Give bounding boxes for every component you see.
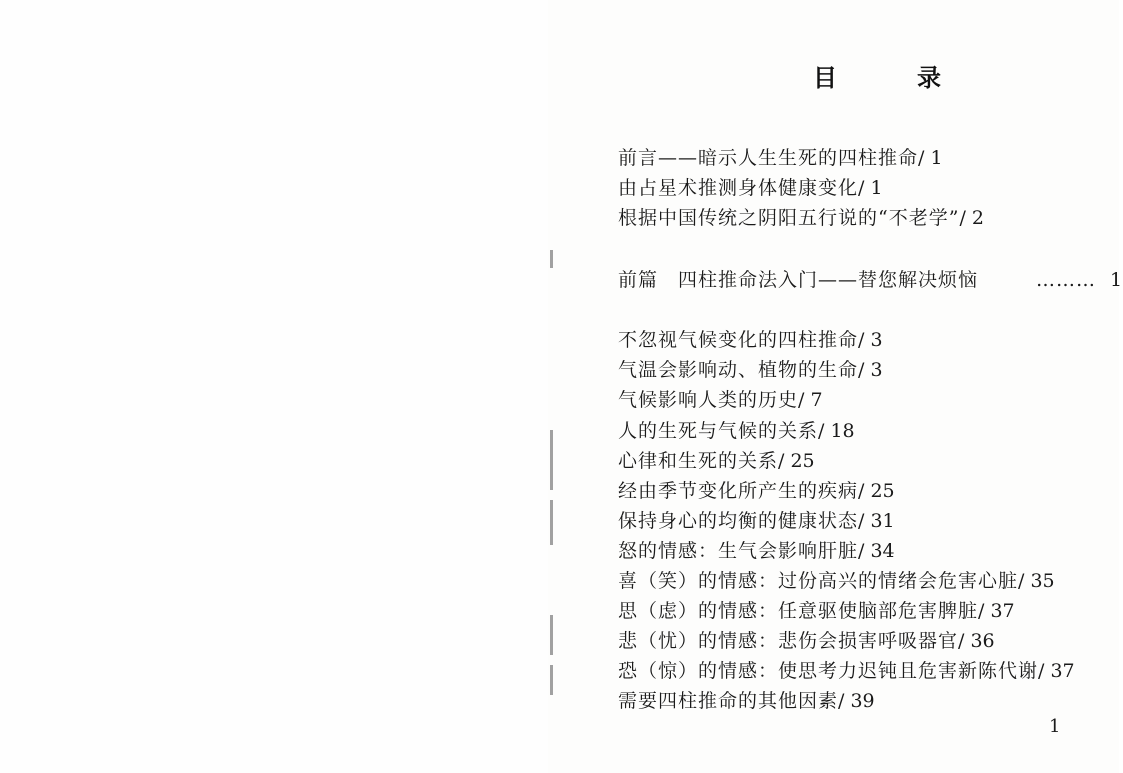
toc-entry-text: 怒的情感：生气会影响肝脏 <box>618 540 859 562</box>
toc-entry-page: / 35 <box>1018 570 1055 592</box>
toc-entry-text: 根据中国传统之阴阳五行说的“不老学” <box>618 207 960 229</box>
page-number: 1 <box>1049 716 1061 737</box>
toc-entry <box>618 479 895 503</box>
toc-entry-text: 由占星术推测身体健康变化 <box>618 177 859 199</box>
toc-entry <box>618 328 883 352</box>
toc-entry <box>618 569 1055 593</box>
toc-entry-page: / 31 <box>858 510 895 532</box>
section-page: 1 <box>1110 269 1123 291</box>
toc-entry <box>618 659 1075 683</box>
toc-entry <box>618 206 984 230</box>
toc-entry-page: / 3 <box>858 359 883 381</box>
toc-entry <box>618 388 823 412</box>
toc-entry <box>618 599 1015 623</box>
toc-entry <box>618 629 995 653</box>
section-leader-dots: ……… <box>1036 269 1096 291</box>
gutter-mark <box>550 615 553 655</box>
toc-entry-text: 恐（惊）的情感：使思考力迟钝且危害新陈代谢 <box>618 660 1039 682</box>
toc-title: 目 录 <box>813 64 969 92</box>
toc-entry-text: 思（虑）的情感：任意驱使脑部危害脾脏 <box>618 600 979 622</box>
blank-left-page <box>0 0 548 773</box>
toc-entry-page: / 37 <box>978 600 1015 622</box>
toc-entry-page: / 36 <box>958 630 995 652</box>
toc-entry-page: / 25 <box>778 450 815 472</box>
toc-entry-page: / 2 <box>959 207 984 229</box>
section-title: 前篇 四柱推命法入门——替您解决烦恼 <box>618 269 979 291</box>
book-gutter <box>544 0 558 773</box>
toc-entry <box>618 176 883 200</box>
toc-entry-text: 气候影响人类的历史 <box>618 389 799 411</box>
toc-entry <box>618 146 943 170</box>
toc-section-heading <box>618 268 1123 292</box>
gutter-mark <box>550 430 553 490</box>
toc-entry-text: 悲（忧）的情感：悲伤会损害呼吸器官 <box>618 630 959 652</box>
gutter-mark <box>550 250 553 268</box>
gutter-mark <box>550 665 553 695</box>
toc-entry-text: 经由季节变化所产生的疾病 <box>618 480 859 502</box>
toc-entry-text: 保持身心的均衡的健康状态 <box>618 510 859 532</box>
toc-entry <box>618 358 883 382</box>
toc-entry <box>618 689 875 713</box>
toc-entry-text: 心律和生死的关系 <box>618 450 779 472</box>
toc-entry-page: / 7 <box>798 389 823 411</box>
toc-entry <box>618 539 895 563</box>
toc-entry <box>618 419 855 443</box>
toc-entry-page: / 18 <box>818 420 855 442</box>
gutter-mark <box>550 500 553 545</box>
toc-entry-page: / 39 <box>838 690 875 712</box>
toc-entry-text: 前言——暗示人生生死的四柱推命 <box>618 147 919 169</box>
toc-entry <box>618 509 895 533</box>
toc-entry-text: 人的生死与气候的关系 <box>618 420 819 442</box>
toc-page <box>558 0 1123 773</box>
toc-entry-page: / 37 <box>1038 660 1075 682</box>
toc-entry-text: 气温会影响动、植物的生命 <box>618 359 859 381</box>
toc-entry-text: 不忽视气候变化的四柱推命 <box>618 329 859 351</box>
toc-entry-page: / 3 <box>858 329 883 351</box>
toc-entry-page: / 34 <box>858 540 895 562</box>
toc-entry <box>618 449 815 473</box>
toc-entry-text: 需要四柱推命的其他因素 <box>618 690 839 712</box>
toc-entry-page: / 25 <box>858 480 895 502</box>
toc-entry-page: / 1 <box>918 147 943 169</box>
toc-entry-text: 喜（笑）的情感：过份高兴的情绪会危害心脏 <box>618 570 1019 592</box>
toc-entry-page: / 1 <box>858 177 883 199</box>
